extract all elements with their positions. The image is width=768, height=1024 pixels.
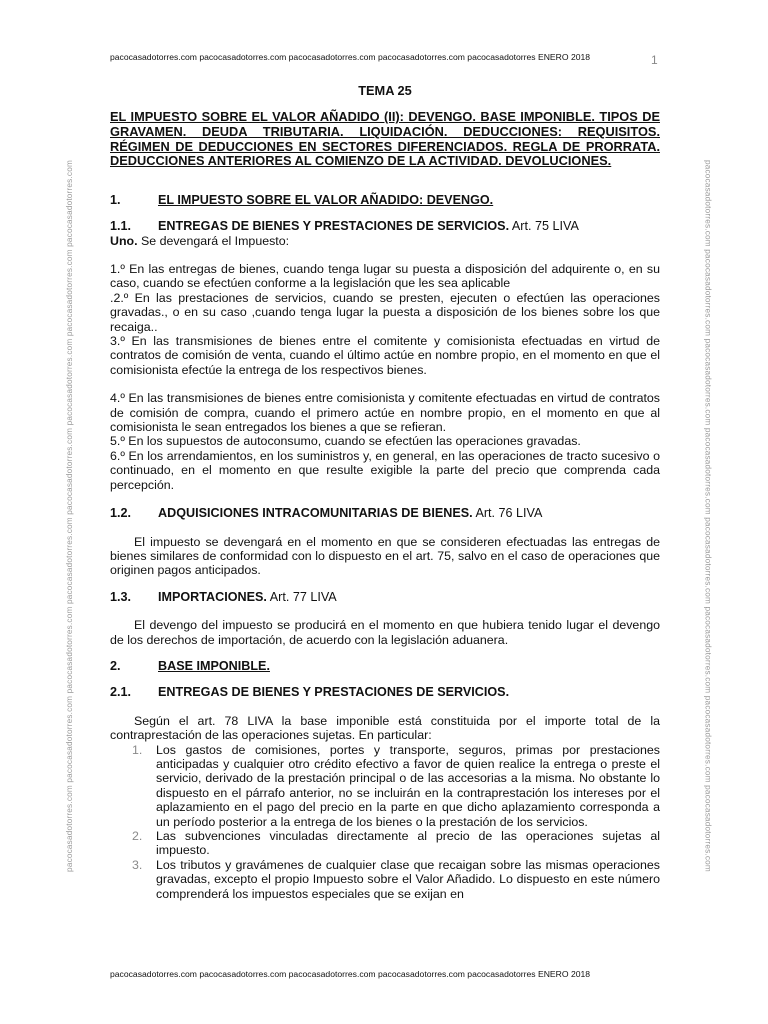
- list-item-number: 3.: [132, 857, 143, 872]
- tema-heading: TEMA 25: [358, 83, 412, 98]
- devengo-item-1: 1.º En las entregas de bienes, cuando tenga lugar su puesta a disposición del adquirente o, en su caso, cuando se efectúen conforme a la legislación que les sea aplicable: [110, 262, 660, 291]
- uno-text: Se devengará el Impuesto:: [137, 233, 290, 248]
- list-item: [110, 829, 660, 858]
- section-1-2-ref: Art. 76 LIVA: [472, 506, 543, 521]
- devengo-item-3: 3.º En las transmisiones de bienes entre el comitente y comisionista efectuadas en virtud de contratos de comisión de venta, cuando el último actúe en nombre propio, en el momento en que el comisionista efectúe la entrega de los respectivos bienes.: [110, 334, 660, 377]
- section-2-title: BASE IMPONIBLE.: [158, 658, 270, 673]
- section-1-1-number: 1.1.: [110, 219, 132, 234]
- section-2-heading: [110, 659, 660, 673]
- uno-paragraph: [110, 234, 660, 248]
- left-watermark-text: pacocasadotorres.com pacocasadotorres.com pacocasadotorres.com pacocasadotorres.com pacocasadotorres.com pacocasadotorres.com pacocasadotorres.com pacocasadotorres.com: [64, 160, 74, 872]
- section-2-number: 2.: [110, 658, 121, 673]
- section-2-1-heading: [110, 685, 660, 699]
- section-2-1-title: ENTREGAS DE BIENES Y PRESTACIONES DE SERVICIOS.: [158, 685, 510, 700]
- base-imponible-list: [110, 743, 660, 901]
- list-item-text: Las subvenciones vinculadas directamente al precio de las operaciones sujetas al impuesto.: [156, 829, 660, 858]
- list-item-text: Los gastos de comisiones, portes y transporte, seguros, primas por prestaciones anticipadas y cualquier otro crédito efectivo a favor de quien realice la entrega o preste el servicio, derivado de la prestación principal o de las accesorias a la misma. No obstante lo dispuesto en el párrafo anterior, no se incluirán en la contraprestación los intereses por el aplazamiento en el pago del precio en la parte en que dicho aplazamiento corresponda a un período posterior a la entrega de los bienes o la prestación de los servicios.: [156, 742, 660, 829]
- devengo-item-5: 5.º En los supuestos de autoconsumo, cuando se efectúen las operaciones gravadas.: [110, 434, 581, 449]
- section-1-number: 1.: [110, 192, 121, 207]
- section-1-3-heading: [110, 590, 660, 604]
- section-1-heading: [110, 193, 660, 207]
- page-number: 1: [651, 53, 658, 67]
- page-footer: pacocasadotorres.com pacocasadotorres.com pacocasadotorres.com pacocasadotorres.com pacocasadotorres ENERO 2018: [110, 969, 591, 979]
- devengo-item-4: 4.º En las transmisiones de bienes entre comisionista y comitente efectuadas en virtud de contratos de comisión de compra, cuando el primero actúe en nombre propio, en el momento en que al comisionista le sean entregados los bienes a que se refieran.: [110, 391, 660, 435]
- section-1-2-number: 1.2.: [110, 506, 132, 521]
- page-header: pacocasadotorres.com pacocasadotorres.com pacocasadotorres.com pacocasadotorres.com pacocasadotorres ENERO 2018: [110, 52, 591, 62]
- right-watermark: [702, 56, 714, 976]
- section-1-2-heading: [110, 506, 660, 520]
- document-body: [110, 84, 660, 901]
- section-1-1-ref: Art. 75 LIVA: [509, 219, 579, 234]
- section-2-1-number: 2.1.: [110, 685, 132, 700]
- right-watermark-text: pacocasadotorres.com pacocasadotorres.com pacocasadotorres.com pacocasadotorres.com pacocasadotorres.com pacocasadotorres.com pacocasadotorres.com pacocasadotorres.com: [703, 160, 713, 872]
- list-item: [110, 743, 660, 829]
- list-item-text: Los tributos y gravámenes de cualquier clase que recaigan sobre las mismas operaciones gravadas, excepto el propio Impuesto sobre el Valor Añadido. Lo dispuesto en este número comprenderá los impuestos especiales que se exijan en: [156, 857, 660, 901]
- left-watermark: [63, 56, 75, 976]
- section-1-1-title: ENTREGAS DE BIENES Y PRESTACIONES DE SERVICIOS.: [158, 219, 510, 234]
- list-item-number: 2.: [132, 829, 143, 843]
- document-title: EL IMPUESTO SOBRE EL VALOR AÑADIDO (II): DEVENGO. BASE IMPONIBLE. TIPOS DE GRAVAMEN. DEUDA TRIBUTARIA. LIQUIDACIÓN. DEDUCCIONES: REQUISITOS. RÉGIMEN DE DEDUCCIONES EN SECTORES DIFERENCIADOS. REGLA DE PRORRATA. DEDUCCIONES ANTERIORES AL COMIENZO DE LA ACTIVIDAD. DEVOLUCIONES.: [110, 109, 660, 169]
- devengo-item-2: .2.º En las prestaciones de servicios, cuando se presten, ejecuten o efectúen las operaciones gravadas., o en su caso ,cuando tenga lugar la puesta a disposición de los bienes sobre los que recaiga..: [110, 290, 660, 334]
- section-1-3-ref: Art. 77 LIVA: [266, 589, 337, 604]
- section-1-3-number: 1.3.: [110, 589, 132, 604]
- section-1-2-title: ADQUISICIONES INTRACOMUNITARIAS DE BIENES.: [158, 506, 473, 521]
- list-item: [110, 858, 660, 901]
- section-1-3-title: IMPORTACIONES.: [158, 589, 267, 604]
- section-1-title: EL IMPUESTO SOBRE EL VALOR AÑADIDO: DEVENGO.: [158, 192, 494, 207]
- list-item-number: 1.: [132, 742, 143, 757]
- devengo-item-6: 6.º En los arrendamientos, en los suministros y, en general, en las operaciones de tracto sucesivo o continuado, en el momento en que resulte exigible la parte del precio que comprenda cada percepción.: [110, 448, 660, 492]
- uno-label: Uno.: [110, 233, 138, 248]
- section-1-2-text: El impuesto se devengará en el momento en que se consideren efectuadas las entregas de bienes similares de conformidad con lo dispuesto en el art. 75, salvo en el caso de operaciones que originen pagos anticipados.: [110, 534, 660, 578]
- section-1-1-heading: [110, 219, 660, 233]
- section-2-1-intro: Según el art. 78 LIVA la base imponible está constituida por el importe total de la contraprestación de las operaciones sujetas. En particular:: [110, 713, 660, 743]
- section-1-3-text: El devengo del impuesto se producirá en el momento en que hubiera tenido lugar el devengo de los derechos de importación, de acuerdo con la legislación aduanera.: [110, 618, 660, 647]
